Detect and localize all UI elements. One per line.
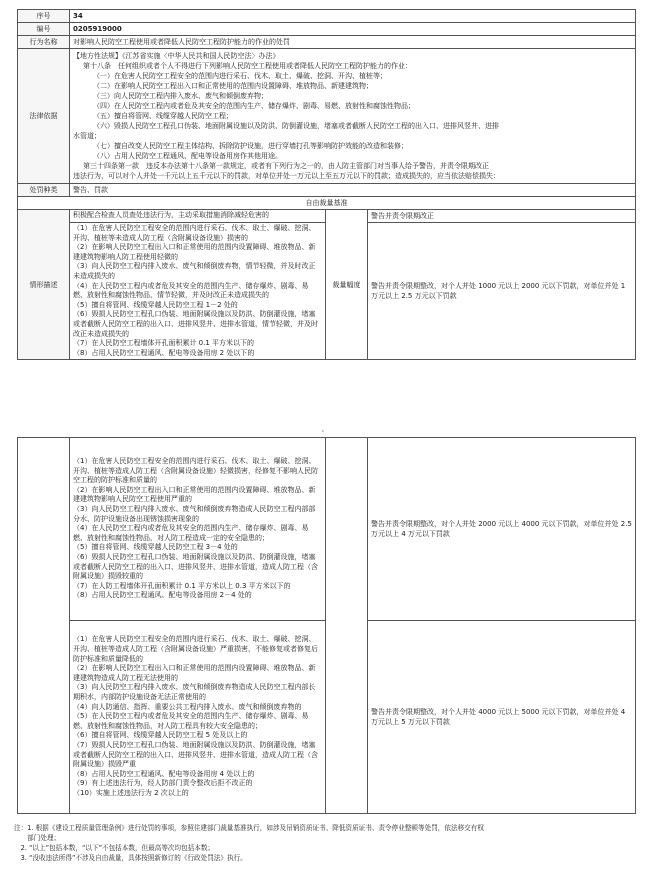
- row-penalty-type: [18, 184, 636, 197]
- tier3-line: （3）向人民防空工程内排入废水、废气和倾倒废弃物造成人民防空工程内部长期积水，内部防护设施设备无法正常使用的: [73, 683, 316, 702]
- tier3-line: （9）有上述违法行为，经人防部门责令整改后拒不改正的: [73, 779, 253, 788]
- tier2-line: （5）擅自将管网、线缆穿越人民防空工程 3－4 处的: [73, 543, 238, 552]
- legal-line: 违法行为，可以对个人并处一千元以上五千元以下的罚款，对单位并处一万元以上至五万元以下的罚款；造成损失的，应当依法赔偿损失：: [73, 172, 500, 180]
- row-legal-basis: [18, 49, 636, 184]
- tier3-line: （6）擅自将管网、线缆穿越人民防空工程 5 处及以上的: [73, 731, 248, 740]
- tier2-line: （6）毁损人民防空工程孔口伪装、地面附属设施以及防洪、防倒灌设施，堵塞或者截断人民防空工程的出入口、进排风竖井、进排水管道，造成人防工程（含附属设施）损毁较重的: [73, 552, 318, 581]
- row-tier2: [18, 438, 636, 621]
- legal-line: （一）在危害人民防空工程安全的范围内进行采石、伐木、取土、爆破、挖洞、开沟、植桩等；: [93, 72, 387, 80]
- seq-value: 34: [70, 10, 636, 23]
- legal-line: 水管道；: [73, 132, 101, 140]
- enforcement-table-top: [17, 9, 636, 360]
- code-value: 0205919000: [70, 23, 636, 36]
- tier2-conditions: [70, 438, 326, 621]
- tier2-line: （2）在影响人民防空工程出入口和正常使用的范围内设置障碍、堆放物品、新建建筑物影响人民防空工程使用严重的: [73, 485, 316, 504]
- enforcement-table-bottom: [17, 437, 636, 814]
- tier2-line: （4）在人民防空工程内或者危及其安全的范围内生产、储存爆炸、剧毒、易燃、放射性和腐蚀性物品，对人防工程造成一定的安全隐患的；: [73, 524, 309, 542]
- amplitude-label-cont: [326, 438, 368, 814]
- legal-line: （七）擅自改变人民防空工程主体结构、拆除防护设施，进行穿墙打孔等影响防护效能的改造和装修；: [93, 142, 408, 150]
- tier1-line: （7）在人民防空工程墙体开孔面积累计 0.1 平方米以下的: [73, 339, 255, 348]
- seq-label: 序号: [18, 10, 70, 23]
- tier1-line: （5）擅自将管网、线缆穿越人民防空工程 1－2 处的: [73, 300, 238, 309]
- tier2-line: （8）占用人民防空工程通风、配电等设备用房 2－4 处的: [73, 591, 252, 600]
- tier1-line: （1）在危害人民防空工程安全的范围内进行采石、伐木、取土、爆破、挖洞、开沟、植桩等未造成人防工程（含附属设备设施）损害的: [73, 224, 316, 242]
- footnotes: [14, 823, 638, 863]
- tier3-line: （10）实施上述违法行为 2 次以上的: [73, 788, 189, 797]
- tier2-penalty: 警告并责令限期整改，对个人并处 2000 元以上 4000 元以下罚款，对单位并处 2.5 万元以上 4 万元以下罚款: [368, 438, 636, 621]
- situation-label-cont: [18, 438, 70, 814]
- penalty-type-value: 警告、罚款: [70, 184, 636, 197]
- tier2-line: （3）向人民防空工程内排入废水、废气和倾倒废弃物造成人民防空工程内部部分水、防护设施设备出现锈蚀损害现象的: [73, 505, 316, 523]
- legal-line: （三）向人民防空工程内排入废水、废气和倾倒废弃物；: [93, 92, 268, 100]
- tier3-line: （7）毁损人民防空工程孔口伪装、地面附属设施以及防洪、防倒灌设施，堵塞或者截断人民防空工程的出入口、进排风竖井、进排水管道，造成人防工程（含附属设施）损毁严重: [73, 740, 318, 769]
- row-tier1-condition: [18, 210, 636, 223]
- legal-basis-content: [70, 49, 636, 184]
- tier1-penalty-detail: 警告并责令限期整改，对个人并处 1000 元以上 2000 元以下罚款，对单位并处 1 万元以上 2.5 万元以下罚款: [368, 223, 636, 360]
- footnote-line: 注：1. 根据《建设工程质量管理条例》进行处罚的事项，参照住建部门裁量基准执行，如涉及吊销资质证书、降低资质证书、责令停业整顿等处罚，依法移交有权: [14, 824, 484, 832]
- footnote-line: 部门处理；: [14, 834, 61, 842]
- tier1-line: （6）毁损人民防空工程孔口伪装、地面附属设施以及防洪、防倒灌设施，堵塞或者截断人民防空工程的出入口、进排风竖井、进排水管道，情节轻微，并及时改正未造成损失的: [73, 310, 318, 338]
- tier3-line: （1）在危害人民防空工程安全的范围内进行采石、伐木、取土、爆破、挖洞、开沟、植桩等造成人防工程（含附属设备设施）严重损害，不能修复或者修复后防护标准和质量降低的: [73, 635, 318, 663]
- legal-line: （五）擅自将管网、线缆穿越人民防空工程；: [93, 112, 233, 120]
- row-code: [18, 23, 636, 36]
- tier3-penalty: 警告并责令限期整改，对个人并处 4000 元以上 5000 元以下罚款，对单位并处 4 万元以上 5 万元以下罚款: [368, 621, 636, 814]
- row-item-name: [18, 36, 636, 49]
- item-label: 行为名称: [18, 36, 70, 49]
- footnote-line: 3. “没收违法所得”不涉及自由裁量，具体按照新修订的《行政处罚法》执行。: [14, 854, 247, 862]
- row-discretion-title: [18, 197, 636, 210]
- tier1-conditions: [70, 223, 326, 360]
- legal-line: 第十八条 任何组织或者个人不得进行下列影响人民防空工程使用或者降低人民防空工程防护能力的作业：: [83, 62, 412, 70]
- tier3-line: （5）在人民防空工程内或者危及其安全的范围内生产、储存爆炸、剧毒、易燃、放射性和腐蚀性物品，对人防工程具有较大安全隐患的；: [73, 712, 309, 730]
- penalty-type-label: 处罚种类: [18, 184, 70, 197]
- legal-line: （六）毁损人民防空工程孔口伪装、地面附属设施以及防洪、防倒灌设施，堵塞或者截断人民防空工程的出入口、进排风竖井、进排: [93, 122, 499, 130]
- legal-line: 第三十四条第一款 违反本办法第十八条第一款规定，或者有下列行为之一的，由人防主管部门对当事人给予警告，并责令限期改正: [83, 162, 489, 170]
- amplitude-label: 裁量幅度: [326, 210, 368, 360]
- page-break-mark: ˅: [321, 430, 325, 438]
- code-label: 编号: [18, 23, 70, 36]
- tier1-first-line: [70, 210, 326, 223]
- tier1-line: （8）占用人民防空工程通风、配电等设备用房 2 处以下的: [73, 348, 255, 357]
- legal-line: （二）在影响人民防空工程出入口和正常使用的范围内设置障碍、堆放物品、新建建筑物；: [93, 82, 373, 90]
- tier1-penalty: 警告并责令限期改正: [368, 210, 636, 223]
- legal-line: （八）占用人民防空工程通风、配电等设备用房作其他用途。: [93, 152, 282, 160]
- discretion-title: 自由裁量基准: [18, 197, 636, 210]
- tier2-line: （7）在人防工程墙体开孔面积累计 0.1 平方米以上 0.3 平方米以下的: [73, 581, 291, 590]
- legal-line: （四）在人民防空工程内或者危及其安全的范围内生产、储存爆炸、剧毒、易燃、放射性和腐蚀性物品；: [93, 102, 415, 110]
- tier3-line: （2）在影响人民防空工程出入口和正常使用的范围内设置障碍、堆放物品、新建建筑物造成人防工程无法使用的: [73, 664, 316, 682]
- footnote-line: 2. “以上”包括本数，“以下”不包括本数，但最高等次均包括本数；: [14, 844, 215, 852]
- tier1-line: （3）向人民防空工程内排入废水、废气和倾倒废弃物，情节轻微，并及时改正未造成损失的: [73, 262, 316, 280]
- situation-label: 情形描述: [18, 210, 70, 360]
- tier1-line: 积极配合检查人员查处违法行为，主动采取措施消除减轻危害的: [73, 211, 269, 220]
- tier2-line: （1）在危害人民防空工程安全的范围内进行采石、伐木、取土、爆破、挖洞、开沟、植桩等造成人防工程（含附属设备设施）轻微损害，经修复不影响人民防空工程的防护标准和质量的: [73, 457, 318, 485]
- row-seq: [18, 10, 636, 23]
- legal-line: 【地方性法规】《江苏省实施〈中华人民共和国人民防空法〉办法》: [73, 52, 280, 60]
- item-value: 对影响人民防空工程使用或者降低人民防空工程防护能力的作业的处罚: [70, 36, 636, 49]
- tier3-conditions: [70, 621, 326, 814]
- tier3-line: （8）占用人民防空工程通风、配电等设备用房 4 处以上的: [73, 769, 255, 778]
- tier1-line: （2）在影响人民防空工程出入口和正常使用的范围内设置障碍、堆放物品、新建建筑物影响人防工程使用轻微的: [73, 243, 316, 261]
- tier1-line: （4）在人民防空工程内或者危及其安全的范围内生产、储存爆炸、剧毒、易燃、放射性和腐蚀性物品，情节轻微，并及时改正未造成损失的: [73, 281, 309, 300]
- legal-basis-label: 法律依据: [18, 49, 70, 184]
- tier3-line: （4）向人防通信、指挥、重要公共工程内排入废水、废气和倾倒废弃物的: [73, 702, 302, 711]
